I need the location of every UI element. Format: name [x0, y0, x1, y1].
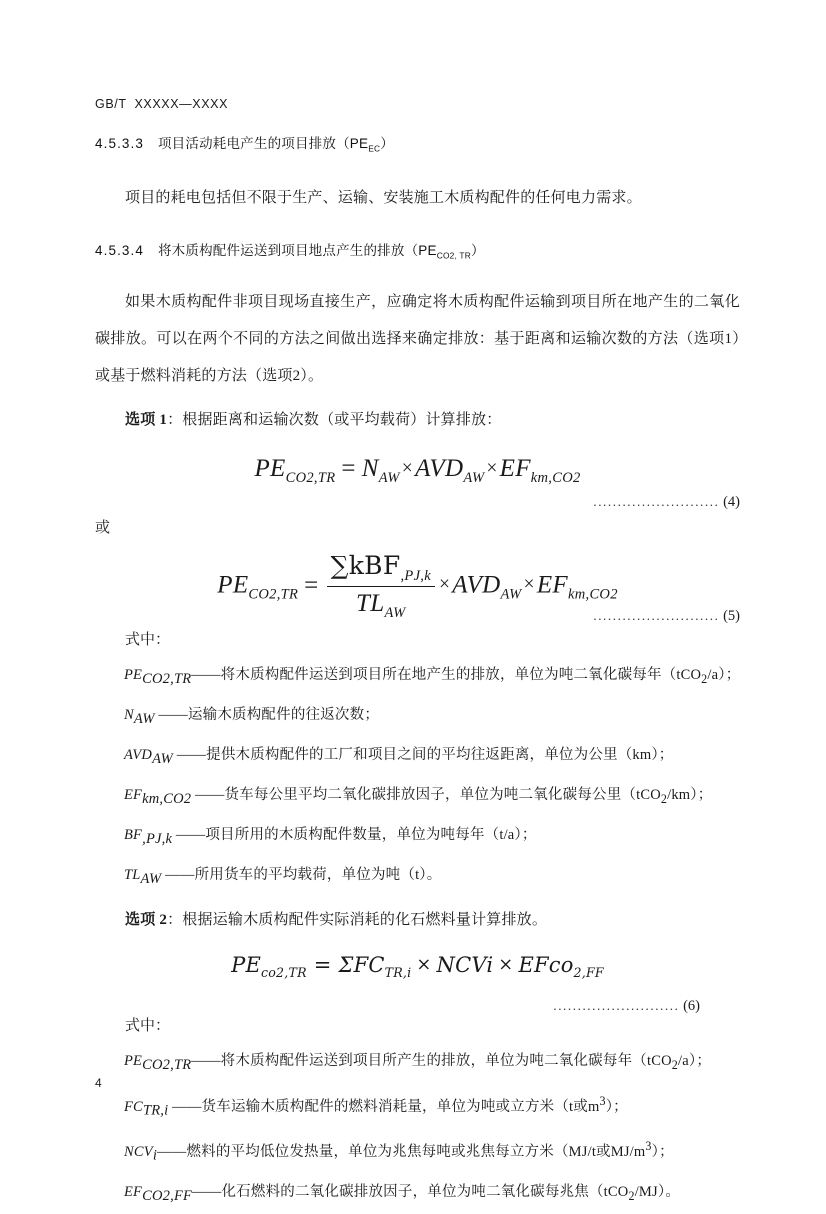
formula-5-lhs: PE	[217, 571, 249, 599]
paragraph-4533-body: 项目的耗电包括但不限于生产、运输、安装施工木质构配件的任何电力需求。	[125, 189, 642, 206]
formula-4-operator-1: ×	[401, 458, 414, 480]
formula-6-lhs-subscript: co2,TR	[261, 964, 307, 980]
definition-symbol: EF	[124, 1184, 143, 1201]
definition-text: 燃料的平均低位发热量，单位为兆焦每吨或兆焦每立方米（MJ/t或MJ/m	[186, 1144, 646, 1161]
definition-dash: ——	[172, 747, 207, 764]
definition-dash: ——	[161, 866, 195, 883]
definition-text: 项目所用的木质构配件数量，单位为吨每年（t/a）；	[205, 826, 537, 843]
formula-4-row	[95, 455, 740, 511]
definition-symbol-subscript: CO2,TR	[142, 671, 192, 688]
definition-dash: ——	[191, 1052, 221, 1069]
definition-symbol: NCV	[124, 1144, 153, 1161]
formula-4-lhs-subscript: CO2,TR	[285, 470, 336, 487]
definition-dash: ——	[168, 1098, 202, 1115]
option1-lead-in	[95, 403, 740, 437]
formula-6-number-group	[553, 998, 700, 1015]
definition-symbol: PE	[124, 1052, 143, 1069]
definition-text: 提供木质构配件的工厂和项目之间的平均往返距离，单位为公里（km）；	[206, 747, 674, 764]
option2-shizhong: 式中：	[125, 1017, 171, 1034]
formula-5-term-2: EF	[536, 571, 569, 599]
formula-6-operator-1: ×	[416, 953, 432, 975]
definition-symbol: BF	[124, 826, 143, 843]
definition-item	[95, 697, 740, 737]
formula-5-equals: =	[304, 571, 319, 599]
clause-title-4533-subscript: EC	[368, 143, 381, 154]
definition-symbol: N	[124, 707, 134, 724]
definition-dash: ——	[191, 667, 221, 684]
definition-symbol: PE	[124, 667, 143, 684]
paragraph-4534-body: 如果木质构配件非项目现场直接生产，应确定将木质构配件运输到项目所在地产生的二氧化碳排放。可以在两个不同的方法之间做出选择来确定排放：基于距离和运输次数的方法（选项1）或基于燃料消耗的方法（选项2）。	[95, 294, 740, 385]
option1-definitions	[95, 657, 740, 896]
formula-4	[95, 455, 740, 487]
definition-dash: ——	[157, 1144, 187, 1161]
formula-5-number: (5)	[723, 608, 740, 625]
clause-number-4534: 4.5.3.4	[95, 242, 144, 258]
clause-heading-4534	[95, 239, 740, 261]
clause-number-4533: 4.5.3.3	[95, 136, 144, 151]
formula-5-denominator-group	[327, 587, 435, 622]
formula-5-operator-1: ×	[438, 574, 451, 596]
formula-4-number: (4)	[723, 494, 740, 511]
definition-symbol-subscript: AW	[133, 711, 155, 728]
formula-5-operator-2: ×	[523, 574, 535, 596]
definition-symbol: EF	[124, 787, 143, 804]
formula-4-equals: =	[341, 455, 356, 483]
definition-symbol: TL	[124, 866, 141, 883]
definition-dash: ——	[192, 1184, 222, 1201]
definition-text-tail: ）；	[605, 1098, 628, 1115]
definition-text-tail: /a）；	[678, 1052, 712, 1069]
definition-item	[95, 737, 740, 777]
formula-4-leader: ..........................	[593, 494, 720, 510]
formula-6-term-1: ΣFC	[338, 952, 385, 977]
definition-item	[95, 1128, 740, 1174]
definition-symbol-subscript: AW	[140, 870, 162, 887]
clause-heading-4533	[95, 132, 740, 154]
clause-title-4534-subscript: CO2, TR	[436, 250, 471, 261]
definition-text: 将木质构配件运送到项目所在地产生的排放，单位为吨二氧化碳每年（tCO	[220, 667, 702, 684]
page-content	[95, 132, 740, 1214]
definition-text: 货车每公里平均二氧化碳排放因子，单位为吨二氧化碳每公里（tCO	[224, 787, 661, 804]
definition-item	[95, 1083, 740, 1129]
formula-4-term-1: N	[361, 455, 379, 483]
formula-6-term-2: NCVi	[436, 952, 494, 977]
definition-unit-superscript: 3	[645, 1139, 652, 1154]
definition-text: 货车运输木质构配件的燃料消耗量，单位为吨或立方米（t或m	[201, 1098, 600, 1115]
formula-5-leader: ..........................	[593, 608, 720, 624]
formula-6-lhs: PE	[231, 952, 262, 977]
definition-dash: ——	[172, 826, 206, 843]
formula-6-term-3: EFco	[518, 952, 574, 977]
option2-definitions	[95, 1043, 740, 1214]
formula-4-term-2: AVD	[415, 455, 464, 483]
definition-symbol-subscript: ,PJ,k	[142, 830, 173, 847]
formula-4-operator-2: ×	[486, 458, 498, 480]
definition-text-tail: ）；	[651, 1144, 674, 1161]
definition-item	[95, 817, 740, 857]
definition-text: 运输木质构配件的往返次数；	[187, 707, 380, 724]
option1-or-line: 或	[95, 520, 111, 537]
page-number: 4	[95, 1076, 102, 1090]
definition-text-tail: /km）；	[667, 787, 713, 804]
definition-item	[95, 777, 740, 817]
formula-4-sub-3: km,CO2	[530, 470, 581, 487]
option2-label: 选项 2	[125, 911, 168, 928]
definition-item	[95, 857, 740, 897]
definition-item	[95, 1174, 740, 1214]
formula-5-sub-1: AW	[500, 586, 522, 603]
definition-unit-subscript: 2	[701, 672, 708, 687]
option1-label: 选项 1	[125, 412, 168, 429]
definition-text: 化石燃料的二氧化碳排放因子，单位为吨二氧化碳每兆焦（tCO	[221, 1184, 629, 1201]
formula-5-denominator: TL	[356, 590, 385, 618]
formula-5-term-1: AVD	[452, 571, 501, 599]
formula-5-numerator-subscript: ,PJ,k	[400, 568, 431, 585]
option2-lead-in	[95, 903, 740, 937]
formula-6-sub-3: 2,FF	[573, 964, 604, 980]
definition-symbol-subscript: km,CO2	[142, 790, 192, 807]
definition-text: 将木质构配件运送到项目所产生的排放，单位为吨二氧化碳每年（tCO	[220, 1052, 672, 1069]
definition-unit-superscript: 3	[599, 1093, 606, 1108]
running-header: GB/T XXXXX—XXXX	[95, 97, 229, 111]
formula-5-numerator: ∑kBF	[330, 551, 401, 581]
option1-shizhong: 式中：	[125, 632, 171, 649]
option1-text: ：根据距离和运输次数（或平均载荷）计算排放：	[167, 412, 502, 429]
formula-4-term-3: EF	[499, 455, 531, 483]
formula-5-sub-2: km,CO2	[568, 586, 618, 603]
definition-item	[95, 657, 740, 697]
formula-6-leader: ..........................	[553, 997, 680, 1013]
definition-item	[95, 1043, 740, 1083]
definition-symbol: FC	[124, 1098, 143, 1115]
definition-text-tail: /a）；	[707, 667, 741, 684]
formula-4-lhs: PE	[254, 455, 286, 483]
clause-title-4534: 将木质构配件运送到项目地点产生的排放（PE	[157, 242, 437, 258]
formula-5-denominator-subscript: AW	[384, 605, 406, 622]
formula-4-number-group	[593, 494, 740, 511]
formula-5-lhs-subscript: CO2,TR	[248, 586, 299, 603]
definition-text: 所用货车的平均载荷，单位为吨（t）。	[194, 866, 442, 883]
definition-symbol-subscript: CO2,FF	[142, 1187, 193, 1204]
formula-4-sub-2: AW	[463, 470, 485, 487]
definition-unit-subscript: 2	[671, 1057, 678, 1072]
formula-6-row	[95, 952, 740, 1014]
definition-unit-subscript: 2	[660, 791, 668, 806]
definition-unit-subscript: 2	[628, 1188, 635, 1203]
definition-symbol-subscript: CO2,TR	[142, 1056, 192, 1073]
definition-dash: ——	[191, 787, 225, 804]
definition-text-tail: /MJ）。	[634, 1184, 681, 1201]
formula-6-sub-1: TR,i	[384, 964, 412, 980]
option2-text: ：根据运输木质构配件实际消耗的化石燃料量计算排放。	[167, 911, 548, 928]
formula-6	[95, 953, 740, 980]
definition-symbol-subscript: i	[152, 1148, 158, 1165]
formula-5-number-group	[593, 608, 740, 625]
clause-title-4533: 项目活动耗电产生的项目排放（PE	[157, 136, 369, 151]
formula-5-fraction	[327, 551, 435, 622]
definition-symbol-subscript: AW	[152, 751, 173, 768]
formula-5-row	[95, 551, 740, 623]
formula-4-sub-1: AW	[378, 470, 400, 487]
definition-dash: ——	[154, 707, 188, 724]
formula-6-equals: =	[313, 952, 332, 977]
clause-title-4534-tail: ）	[470, 242, 485, 258]
definition-symbol-subscript: TR,i	[142, 1102, 169, 1119]
formula-6-number: (6)	[683, 997, 700, 1014]
formula-5-numerator-group	[327, 551, 435, 587]
definition-symbol: AVD	[124, 747, 153, 764]
clause-title-4533-tail: ）	[380, 136, 394, 151]
formula-6-operator-2: ×	[498, 953, 514, 975]
